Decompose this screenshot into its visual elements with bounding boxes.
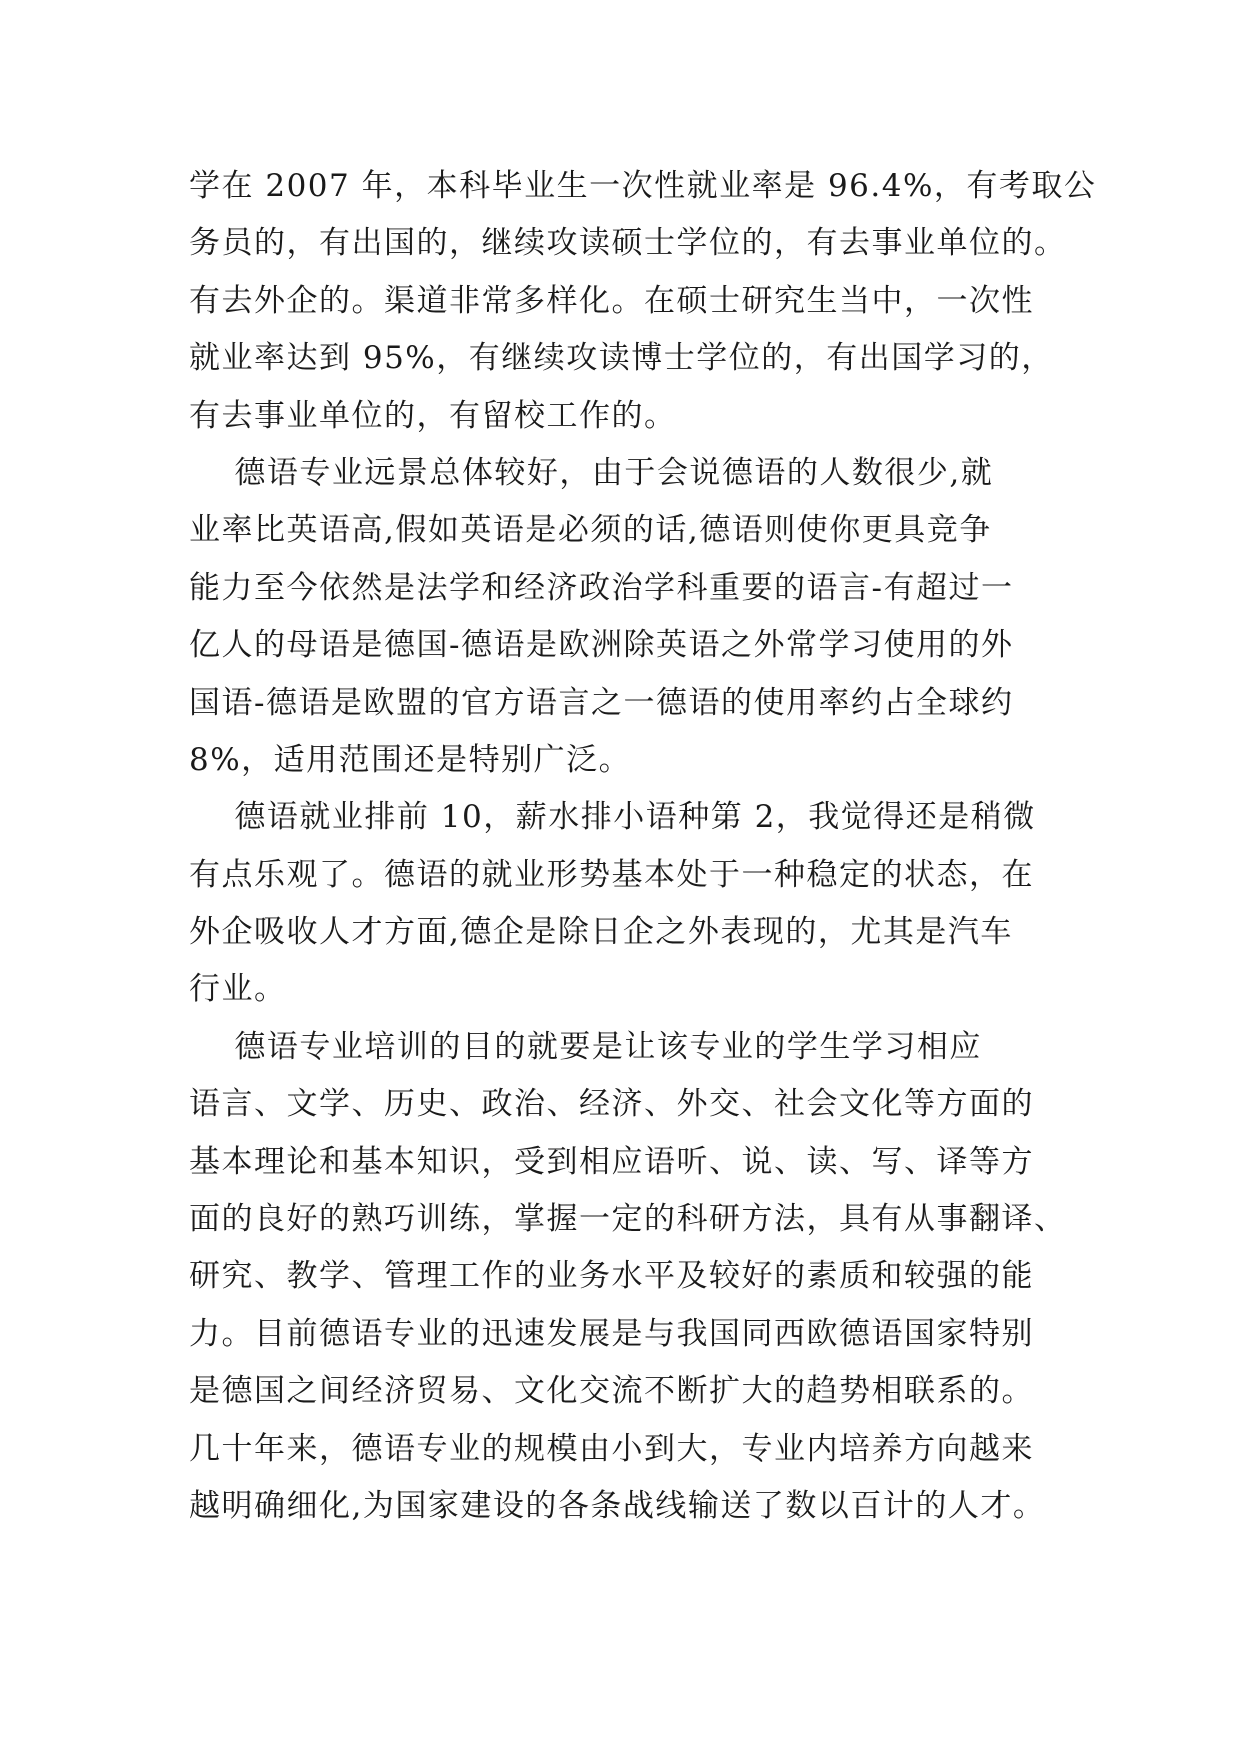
text-line: 能力至今依然是法学和经济政治学科重要的语言-有超过一 (189, 569, 1014, 606)
text-line: 力。目前德语专业的迅速发展是与我国同西欧德语国家特别 (189, 1315, 1034, 1352)
text-line: 有去事业单位的，有留校工作的。 (189, 397, 677, 434)
text-line: 外企吸收人才方面,德企是除日企之外表现的，尤其是汽车 (189, 914, 1013, 951)
text-line: 语言、文学、历史、政治、经济、外交、社会文化等方面的 (189, 1086, 1034, 1123)
text-line: 研究、教学、管理工作的业务水平及较好的素质和较强的能 (189, 1258, 1034, 1295)
text-line: 德语专业远景总体较好，由于会说德语的人数很少,就 (189, 454, 994, 491)
text-line: 基本理论和基本知识，受到相应语听、说、读、写、译等方 (189, 1143, 1034, 1180)
text-line: 德语就业排前 10，薪水排小语种第 2，我觉得还是稍微 (189, 799, 1036, 836)
text-line: 行业。 (189, 971, 287, 1008)
text-line: 有点乐观了。德语的就业形势基本处于一种稳定的状态，在 (189, 856, 1034, 893)
text-line: 业率比英语高,假如英语是必须的话,德语则使你更具竞争 (189, 512, 992, 549)
text-line: 几十年来，德语专业的规模由小到大，专业内培养方向越来 (189, 1430, 1034, 1467)
text-line: 务员的，有出国的，继续攻读硕士学位的，有去事业单位的。 (189, 225, 1067, 262)
text-line: 就业率达到 95%，有继续攻读博士学位的，有出国学习的， (189, 340, 1054, 377)
body-text (189, 158, 1097, 1535)
text-line: 国语-德语是欧盟的官方语言之一德语的使用率约占全球约 (189, 684, 1014, 721)
text-line: 学在 2007 年，本科毕业生一次性就业率是 96.4%，有考取公 (189, 168, 1097, 204)
text-line: 德语专业培训的目的就要是让该专业的学生学习相应 (189, 1028, 982, 1065)
text-line: 亿人的母语是德国-德语是欧洲除英语之外常学习使用的外 (189, 627, 1014, 664)
text-line: 面的良好的熟巧训练，掌握一定的科研方法，具有从事翻译、 (189, 1201, 1067, 1238)
text-line: 越明确细化,为国家建设的各条战线输送了数以百计的人才。 (189, 1487, 1046, 1524)
text-line: 是德国之间经济贸易、文化交流不断扩大的趋势相联系的。 (189, 1373, 1034, 1410)
text-line: 8%，适用范围还是特别广泛。 (189, 741, 632, 778)
text-line: 有去外企的。渠道非常多样化。在硕士研究生当中，一次性 (189, 282, 1034, 319)
